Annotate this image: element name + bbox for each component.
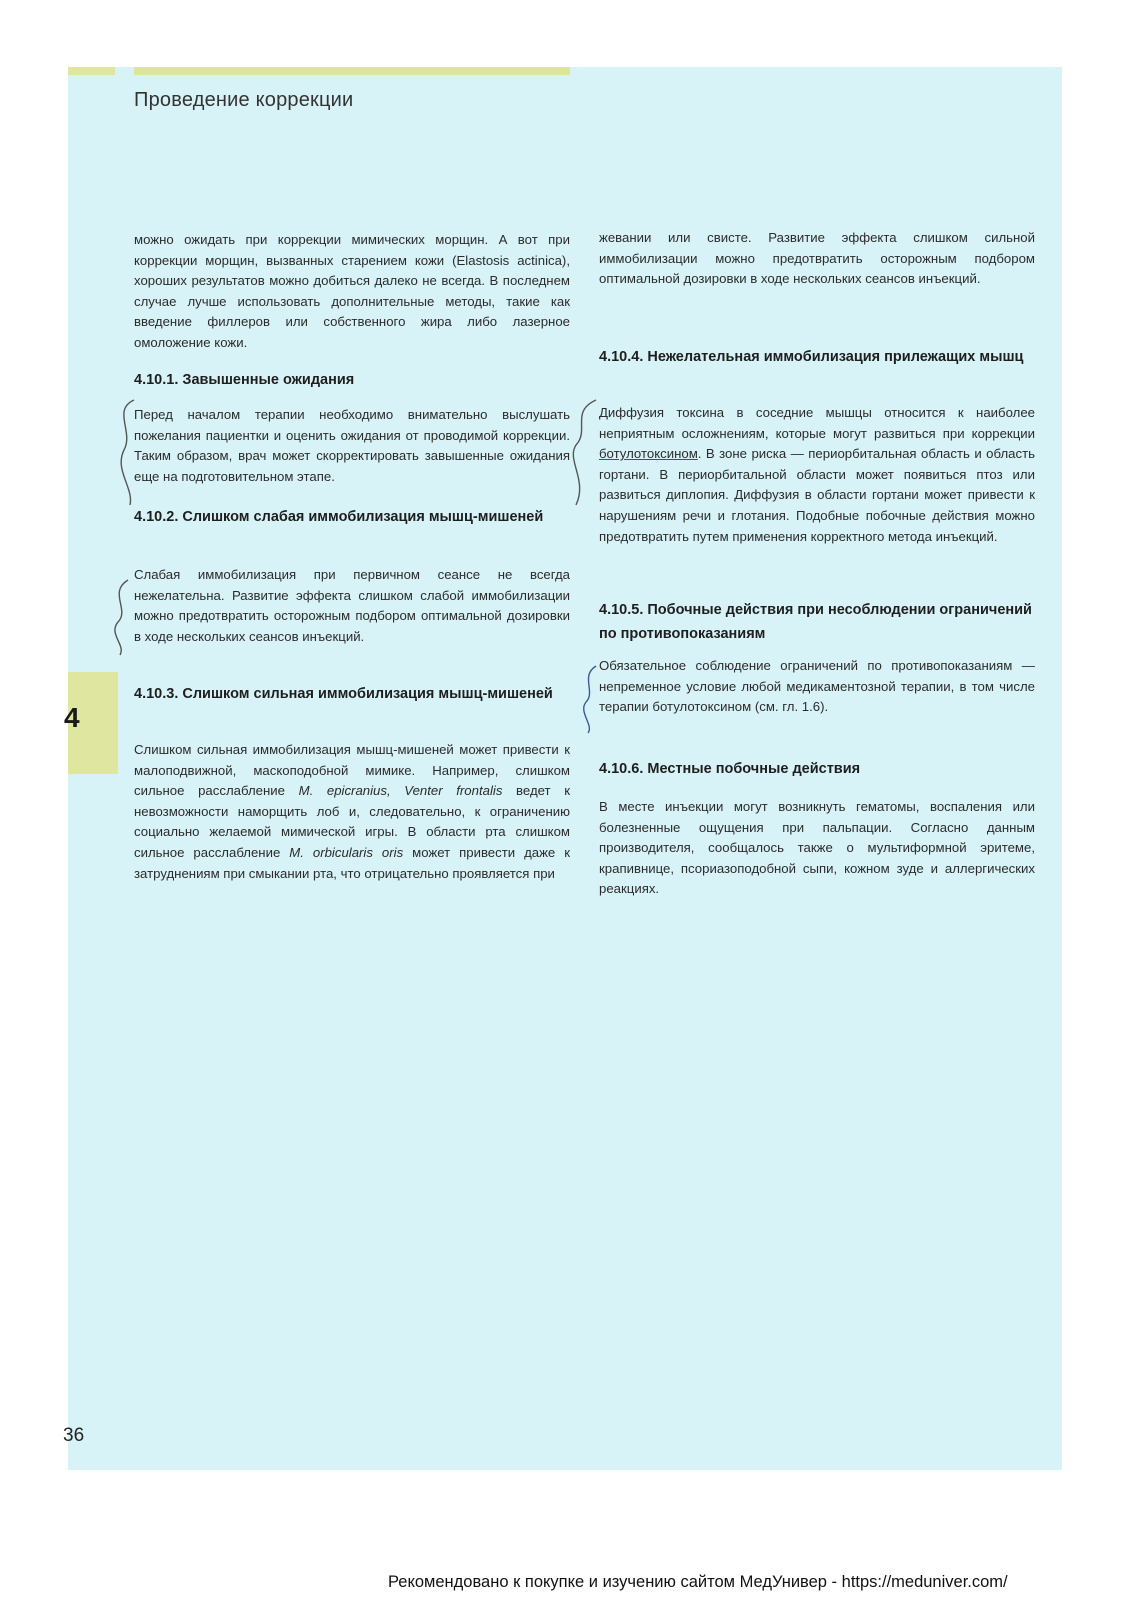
chapter-number: 4 [64, 702, 80, 733]
section-text-4-10-2: Слабая иммобилизация при первичном сеансе не всегда нежелательна. Развитие эффекта слишком слабой иммобилизации можно предотвратить осторожным подбором оптимальной дозировки в ходе нескольких сеансов инъекций. [134, 567, 570, 644]
section-text-4-10-3: Слишком сильная иммобилизация мышц-мишеней может привести к малоподвижной, маскоподобной мимике. Например, слишком сильное расслабление M. epicranius, Venter frontalis ведет к невозможности наморщить лоб и, следовательно, к ограничению социально желаемой мимической игры. В области рта слишком сильное расслабление M. orbicularis oris может привести даже к затруднениям при смыкании рта, что отрицательно проявляется при [134, 742, 570, 881]
brace-mark-1 [121, 400, 134, 505]
section-text-4-10-6: В месте инъекции могут возникнуть гематомы, воспаления или болезненные ощущения при пальпации. Согласно данным производителя, сообщалось также о мультиформной эритеме, крапивнице, псориазоподобной сыпи, кожном зуде и аллергических реакциях. [599, 799, 1035, 897]
footer-recommendation: Рекомендовано к покупке и изучению сайтом МедУнивер - https://meduniver.com/ [388, 1573, 1008, 1591]
section-heading-4-10-1: 4.10.1. Завышенные ожидания [134, 372, 355, 388]
section-heading-4-10-5: 4.10.5. Побочные действия при несоблюдении ограничений по противопоказаниям [599, 602, 1032, 642]
section-text-4-10-1: Перед началом терапии необходимо внимательно выслушать пожелания пациентки и оценить ожидания от проводимой коррекции. Таким образом, врач может скорректировать завышенные ожидания еще на подготовительном этапе. [134, 407, 570, 484]
left-intro-paragraph: можно ожидать при коррекции мимических морщин. А вот при коррекции морщин, вызванных старением кожи (Elastosis actinica), хороших результатов можно добиться далеко не всегда. В последнем случае лучше использовать дополнительные методы, такие как введение филлеров или собственного жира либо лазерное омоложение кожи. [134, 232, 570, 350]
section-heading-4-10-6: 4.10.6. Местные побочные действия [599, 761, 861, 777]
brace-mark-3 [573, 400, 596, 505]
section-heading-4-10-2: 4.10.2. Слишком слабая иммобилизация мышц-мишеней [134, 509, 544, 525]
section-heading-4-10-3: 4.10.3. Слишком сильная иммобилизация мышц-мишеней [134, 686, 553, 702]
section-text-4-10-5: Обязательное соблюдение ограничений по противопоказаниям — непременное условие любой медикаментозной терапии, в том числе терапии ботулотоксином (см. гл. 1.6). [599, 658, 1035, 715]
page-header-title: Проведение коррекции [134, 89, 354, 111]
page-number: 36 [63, 1425, 85, 1446]
brace-mark-2 [115, 580, 128, 655]
right-intro-paragraph: жевании или свисте. Развитие эффекта слишком сильной иммобилизации можно предотвратить осторожным подбором оптимальной дозировки в ходе нескольких сеансов инъекций. [599, 230, 1035, 287]
section-text-4-10-4: Диффузия токсина в соседние мышцы относится к наиболее неприятным осложнениям, которые могут развиться при коррекции ботулотоксином. В зоне риска — периорбитальная область и область гортани. В периорбитальной области может появиться птоз или развиться диплопия. Диффузия в области гортани может привести к нарушениям речи и глотания. Подобные побочные действия можно предотвратить путем применения корректного метода инъекций. [599, 405, 1035, 544]
brace-mark-4 [584, 666, 596, 733]
section-heading-4-10-4: 4.10.4. Нежелательная иммобилизация прилежащих мышц [599, 349, 1024, 365]
